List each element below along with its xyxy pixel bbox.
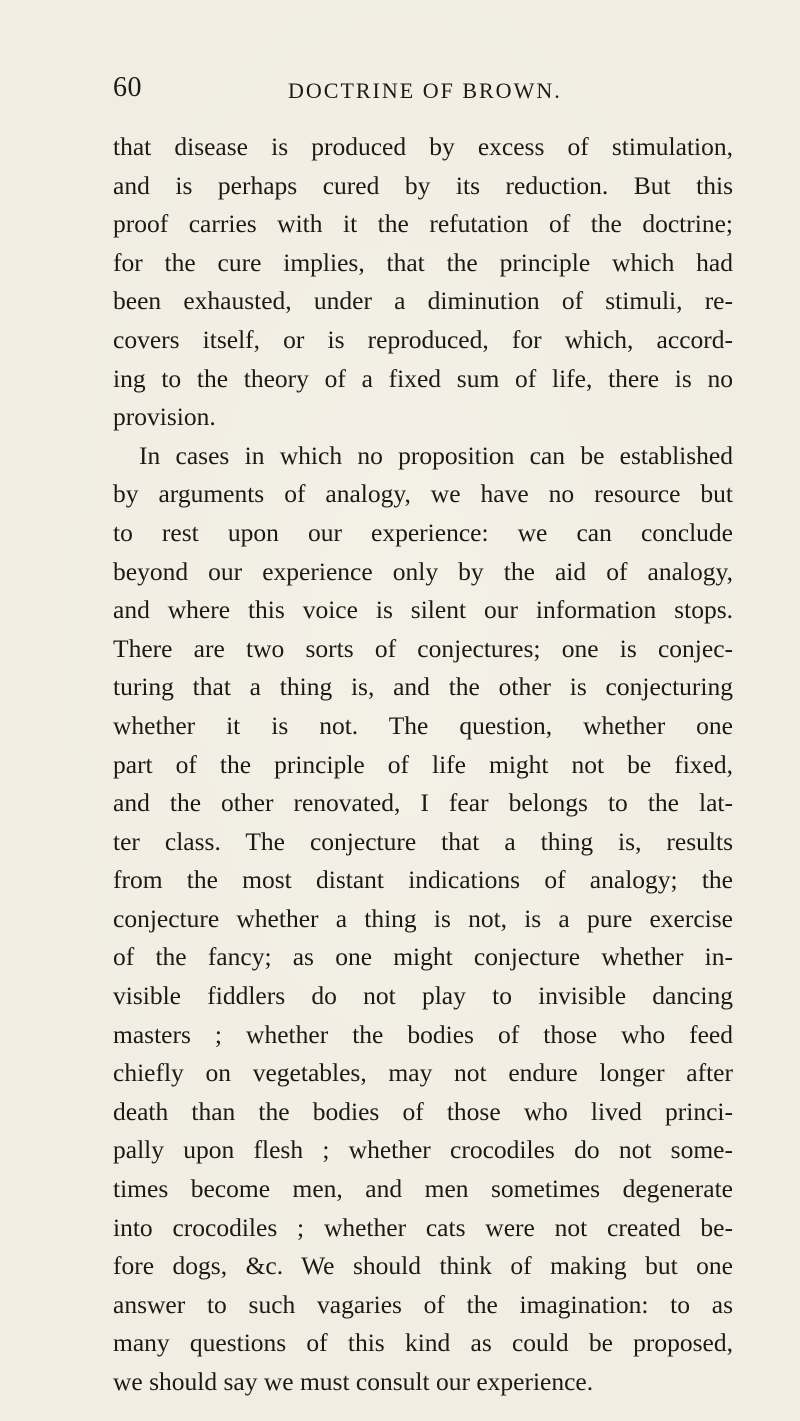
paragraph-start-line: In cases in which no proposition can be established bbox=[139, 440, 733, 470]
text-line: that disease is produced by excess of stimulation, bbox=[113, 132, 733, 161]
text-line: whether it is not. The question, whether one bbox=[113, 710, 733, 740]
body-text bbox=[113, 128, 733, 1402]
text-line: masters ; whether the bodies of those who feed bbox=[113, 1019, 733, 1049]
text-line: from the most distant indications of analogy; the bbox=[113, 865, 733, 895]
running-head: DOCTRINE OF BROWN. bbox=[288, 78, 562, 103]
text-line: for the cure implies, that the principle which had bbox=[113, 247, 733, 277]
text-line: ter class. The conjecture that a thing is, results bbox=[113, 826, 733, 856]
text-line: times become men, and men sometimes degenerate bbox=[113, 1174, 733, 1204]
page-header bbox=[113, 72, 733, 112]
text-line: visible fiddlers do not play to invisible dancing bbox=[113, 981, 733, 1011]
text-line: been exhausted, under a diminution of stimuli, re- bbox=[113, 286, 733, 316]
text-line: provision. bbox=[113, 402, 216, 432]
text-line: conjecture whether a thing is not, is a pure exercise bbox=[113, 903, 733, 933]
text-line: beyond our experience only by the aid of analogy, bbox=[113, 556, 733, 586]
text-line: by arguments of analogy, we have no resource but bbox=[113, 479, 733, 509]
text-line: There are two sorts of conjectures; one is conjec- bbox=[113, 633, 733, 663]
text-line: answer to such vagaries of the imagination: to as bbox=[113, 1289, 733, 1319]
text-line: chiefly on vegetables, may not endure longer after bbox=[113, 1058, 733, 1088]
text-line: ing to the theory of a fixed sum of life, there is no bbox=[113, 363, 733, 393]
text-line: to rest upon our experience: we can conclude bbox=[113, 517, 733, 547]
text-line: and is perhaps cured by its reduction. But this bbox=[113, 170, 733, 200]
text-line: covers itself, or is reproduced, for which, accord- bbox=[113, 324, 733, 354]
text-line: pally upon flesh ; whether crocodiles do not some- bbox=[113, 1135, 733, 1165]
text-line: turing that a thing is, and the other is conjecturing bbox=[113, 672, 733, 702]
text-line: we should say we must consult our experience. bbox=[113, 1367, 594, 1396]
text-line: of the fancy; as one might conjecture whether in- bbox=[113, 942, 733, 972]
text-line: and where this voice is silent our information stops. bbox=[113, 595, 733, 625]
page-number: 60 bbox=[113, 72, 142, 103]
text-line: many questions of this kind as could be proposed, bbox=[113, 1328, 733, 1358]
text-line: part of the principle of life might not be fixed, bbox=[113, 749, 733, 779]
text-line: death than the bodies of those who lived princi- bbox=[113, 1096, 733, 1126]
text-line: fore dogs, &c. We should think of making but one bbox=[113, 1251, 733, 1281]
text-line: and the other renovated, I fear belongs to the lat- bbox=[113, 788, 733, 818]
text-line: into crocodiles ; whether cats were not created be- bbox=[113, 1212, 733, 1242]
text-line: proof carries with it the refutation of the doctrine; bbox=[113, 209, 733, 239]
